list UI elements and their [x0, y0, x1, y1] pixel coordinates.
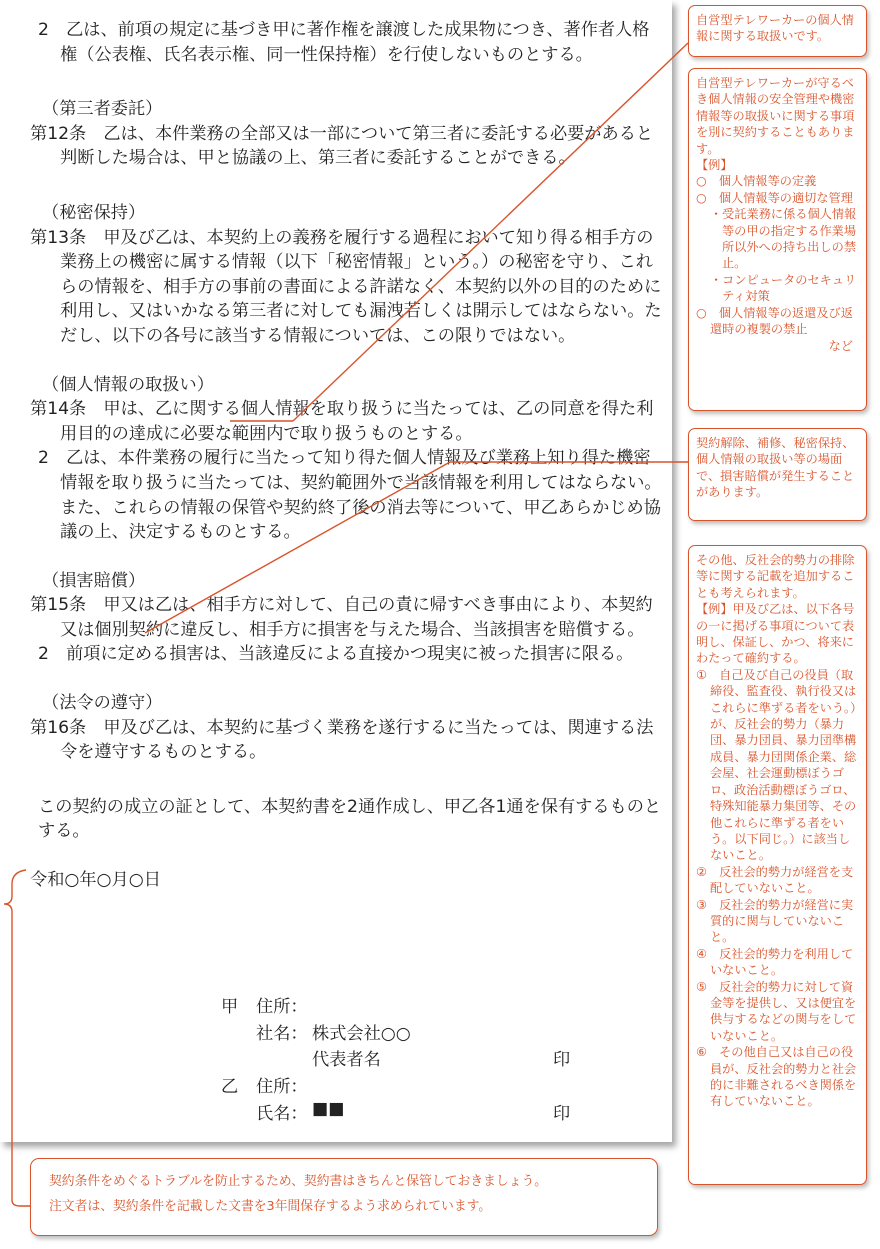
party-b-seal: 印: [553, 1104, 571, 1124]
heading-third-party: （第三者委託）: [42, 99, 163, 120]
note-damages-text: 契約解除、補修、秘密保持、個人情報の取扱い等の場面で、損害賠償が発生することがあります。: [696, 436, 855, 500]
note-personal-info: [688, 5, 867, 57]
note-storage-line-1: 契約条件をめぐるトラブルを防止するため、契約書はきちんと保管しておきましょう。: [49, 1174, 548, 1189]
note-security-item-2a: ・受託業務に係る個人情報等の甲の指定する作業場所以外への持ち出しの禁止。: [710, 207, 857, 271]
article-14-para-2: 2 乙は、本件業務の履行に当たって知り得た個人情報及び業務上知り得た機密情報を取り扱うに当たっては、契約範囲外で当該情報を利用してはならない。また、これらの情報の保管や契約終了後の消去等について、甲乙あらかじめ協議の上、決定するものとする。: [38, 448, 662, 543]
party-a-company-label: 社名：: [256, 1024, 308, 1044]
note-antisocial: [688, 545, 867, 1185]
article-13: 第13条 甲及び乙は、本契約上の義務を履行する過程において知り得る相手方の業務上の機密に属する情報（以下「秘密情報」という。）の秘密を守り、これらの情報を、相手方の事前の書面による許諾なく、本契約以外の目的のために利用し、又はいかなる第三者に対しても漏洩若しくは開示してはならない。ただし、以下の各号に該当する情報については、この限りではない。: [30, 227, 662, 346]
note-storage: [30, 1158, 658, 1236]
note-storage-line-2: 注文者は、契約条件を記載した文書を3年間保存するよう求められています。: [49, 1199, 492, 1214]
note-antisocial-item-4: ④ 反社会的勢力を利用していないこと。: [696, 946, 854, 978]
note-antisocial-item-3: ③ 反社会的勢力が経営に実質的に関与していないこと。: [696, 897, 854, 945]
heading-personal-info: （個人情報の取扱い）: [42, 374, 214, 395]
article-15: 第15条 甲又は乙は、相手方に対して、自己の責に帰すべき事由により、本契約又は個別契約に違反し、相手方に損害を与えた場合、当該損害を賠償する。: [30, 595, 653, 640]
note-security-etc: など: [828, 338, 853, 353]
closing-bracket: [4, 870, 30, 1206]
heading-confidentiality: （秘密保持）: [42, 202, 146, 223]
note-personal-info-text: 自営型テレワーカーの個人情報に関する取扱いです。: [696, 13, 854, 44]
article-14: 第14条 甲は、乙に関する個人情報を取り扱うに当たっては、乙の同意を得た利用目的の達成に必要な範囲内で取り扱うものとする。: [30, 399, 654, 444]
note-security-item-3: ○ 個人情報等の返還及び返還時の複製の禁止: [696, 305, 853, 337]
party-a-representative: 代表者名: [312, 1050, 381, 1070]
article-15-para-2: 2 前項に定める損害は、当該違反による直接かつ現実に被った損害に限る。: [38, 644, 634, 665]
note-antisocial-item-1: ① 自己及び自己の役員（取締役、監査役、執行役又はこれらに準ずる者をいう。）が、反社会的勢力（暴力団、暴力団員、暴力団準構成員、暴力団関係企業、総会屋、社会運動標ぼうゴロ、政治活動標ぼうゴロ、特殊知能暴力集団等、その他これらに準ずる者をいう。以下同じ。）に該当しないこと。: [696, 667, 857, 863]
connector-personal-info: [293, 43, 688, 421]
party-a-label: 甲: [221, 997, 239, 1017]
note-antisocial-item-6: ⑥ その他自己又は自己の役員が、反社会的勢力と社会的に非難されるべき関係を有していないこと。: [696, 1045, 857, 1109]
party-a-seal: 印: [553, 1050, 571, 1070]
article-11-para-2: 2 乙は、前項の規定に基づき甲に著作権を譲渡した成果物につき、著作者人格権（公表権、氏名表示権、同一性保持権）を行使しないものとする。: [38, 20, 650, 65]
note-security-item-1: ○ 個人情報等の定義: [696, 174, 817, 189]
note-security-item-2: ○ 個人情報等の適切な管理: [696, 190, 853, 205]
party-a-address-label: 住所：: [256, 997, 308, 1017]
note-antisocial-item-5: ⑤ 反社会的勢力に対して資金等を提供し、又は便宜を供与するなどの関与をしていないこと。: [696, 979, 857, 1043]
note-security-contract: [688, 68, 867, 411]
party-b-name-label: 氏名：: [256, 1104, 308, 1124]
note-antisocial-example: 【例】甲及び乙は、以下各号の一に掲げる事項について表明し、保証し、かつ、将来にわたって確約する。: [696, 602, 855, 666]
contract-date: 令和○年○月○日: [30, 870, 161, 891]
party-b-name-value: ■■: [312, 1099, 345, 1119]
closing-statement: この契約の成立の証として、本契約書を2通作成し、甲乙各1通を保有するものとする。: [38, 796, 662, 842]
party-b-address-label: 住所：: [256, 1077, 308, 1097]
heading-damages: （損害賠償）: [42, 570, 146, 591]
article-16: 第16条 甲及び乙は、本契約に基づく業務を遂行するに当たっては、関連する法令を遵守するものとする。: [30, 717, 654, 763]
heading-compliance: （法令の遵守）: [42, 693, 163, 714]
connector-damages-1: [145, 462, 450, 633]
article-12: 第12条 乙は、本件業務の全部又は一部について第三者に委託する必要があると判断した場合は、甲と協議の上、第三者に委託することができる。: [30, 123, 654, 169]
note-security-item-2b: ・コンピュータのセキュリティ対策: [710, 272, 857, 304]
note-security-example-label: 【例】: [696, 158, 733, 173]
party-a-company-value: 株式会社○○: [312, 1024, 411, 1044]
note-security-intro: 自営型テレワーカーが守るべき個人情報の安全管理や機密情報等の取扱いに関する事項を別に契約することもあります。: [696, 76, 855, 156]
note-damages: [688, 428, 867, 521]
note-antisocial-intro: その他、反社会的勢力の排除等に関する記載を追加することも考えられます。: [696, 553, 855, 600]
party-b-label: 乙: [221, 1077, 239, 1097]
note-antisocial-item-2: ② 反社会的勢力が経営を支配していないこと。: [696, 864, 854, 896]
